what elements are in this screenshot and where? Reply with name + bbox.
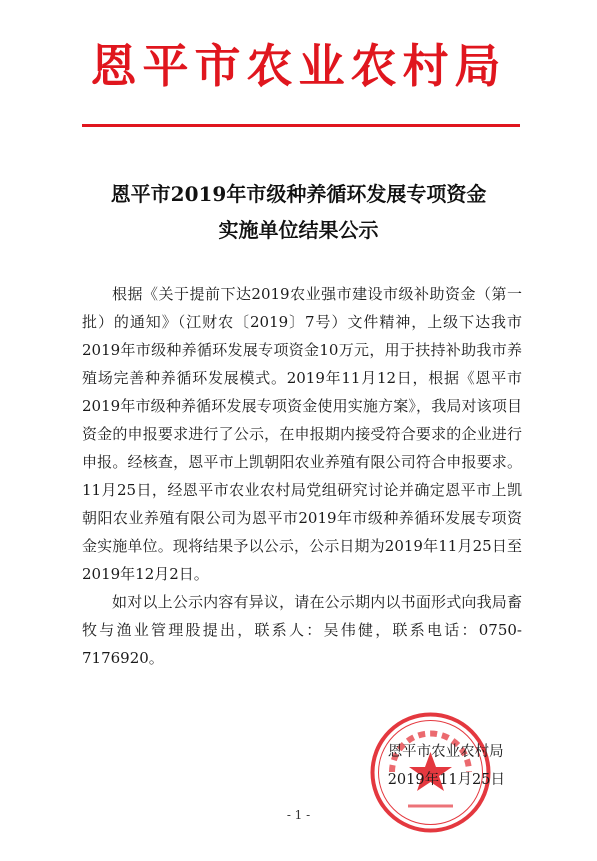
body-paragraph-2: 如对以上公示内容有异议，请在公示期内以书面形式向我局畜牧与渔业管理股提出，联系人：吴伟健，联系电话：0750-7176920。 (82, 593, 522, 667)
page-number: - 1 - (286, 808, 311, 822)
title-line-2: 实施单位结果公示 (218, 218, 379, 242)
letterhead-rule (82, 124, 520, 127)
letterhead-title: 恩平市农业农村局 (90, 39, 507, 93)
document-body (82, 280, 522, 672)
document-title (60, 176, 537, 248)
title-line-1: 恩平市2019年市级种养循环发展专项资金 (110, 182, 487, 206)
signature-date: 2019年11月25日 (387, 772, 505, 788)
signature-org: 恩平市农业农村局 (387, 744, 504, 760)
body-paragraph-1: 根据《关于提前下达2019农业强市建设市级补助资金（第一批）的通知》（江财农〔2019〕7号）文件精神，上级下达我市2019年市级种养循环发展专项资金10万元，用于扶持补助我市养殖场完善种养循环发展模式。2019年11月12日，根据《恩平市2019年市级种养循环发展专项资金使用实施方案》，我局对该项目资金的申报要求进行了公示，在申报期内接受符合要求的企业进行申报。经核查，恩平市上凯朝阳农业养殖有限公司符合申报要求。11月25日，经恩平市农业农村局党组研究讨论并确定恩平市上凯朝阳农业养殖有限公司为恩平市2019年市级种养循环发展专项资金实施单位。现将结果予以公示，公示日期为2019年11月25日至2019年12月2日。 (82, 285, 522, 583)
signature-block (388, 738, 505, 794)
